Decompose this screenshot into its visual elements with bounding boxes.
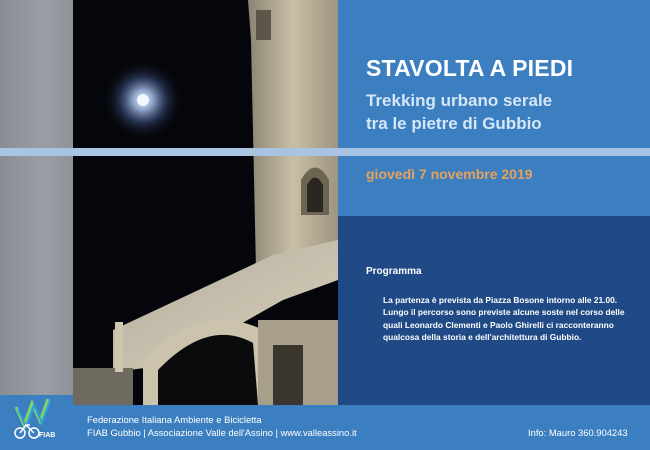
- program-line: Lungo il percorso sono previste alcune soste nel corso delle: [383, 307, 625, 318]
- event-subtitle: [366, 89, 552, 135]
- subtitle-line-1: Trekking urbano serale: [366, 91, 553, 110]
- left-gray-strip: [0, 0, 73, 405]
- footer-contact-info: Info: Mauro 360.904243: [528, 427, 628, 438]
- event-date: giovedì 7 novembre 2019: [366, 166, 533, 182]
- program-heading: Programma: [366, 266, 422, 277]
- footer-federation: Federazione Italiana Ambiente e Bicicletta: [87, 414, 262, 425]
- event-title: STAVOLTA A PIEDI: [366, 55, 574, 81]
- footer-organizers: FIAB Gubbio | Associazione Valle dell'Assino | www.valleassino.it: [87, 427, 357, 438]
- program-line: qualcosa della storia e dell'architettura di Gubbio.: [383, 331, 582, 342]
- program-line: quali Leonardo Clementi e Paolo Ghirelli ci racconteranno: [383, 319, 614, 330]
- subtitle-line-2: tra le pietre di Gubbio: [366, 114, 542, 133]
- divider-band: [0, 148, 650, 156]
- fiab-cyclist-logo-icon: [12, 395, 57, 443]
- program-text: [383, 294, 645, 343]
- date-panel: [338, 156, 650, 216]
- night-photo-gubbio: [73, 0, 338, 405]
- program-line: La partenza è prevista da Piazza Bosone intorno alle 21.00.: [383, 295, 618, 305]
- logo-text: FIAB: [39, 432, 56, 439]
